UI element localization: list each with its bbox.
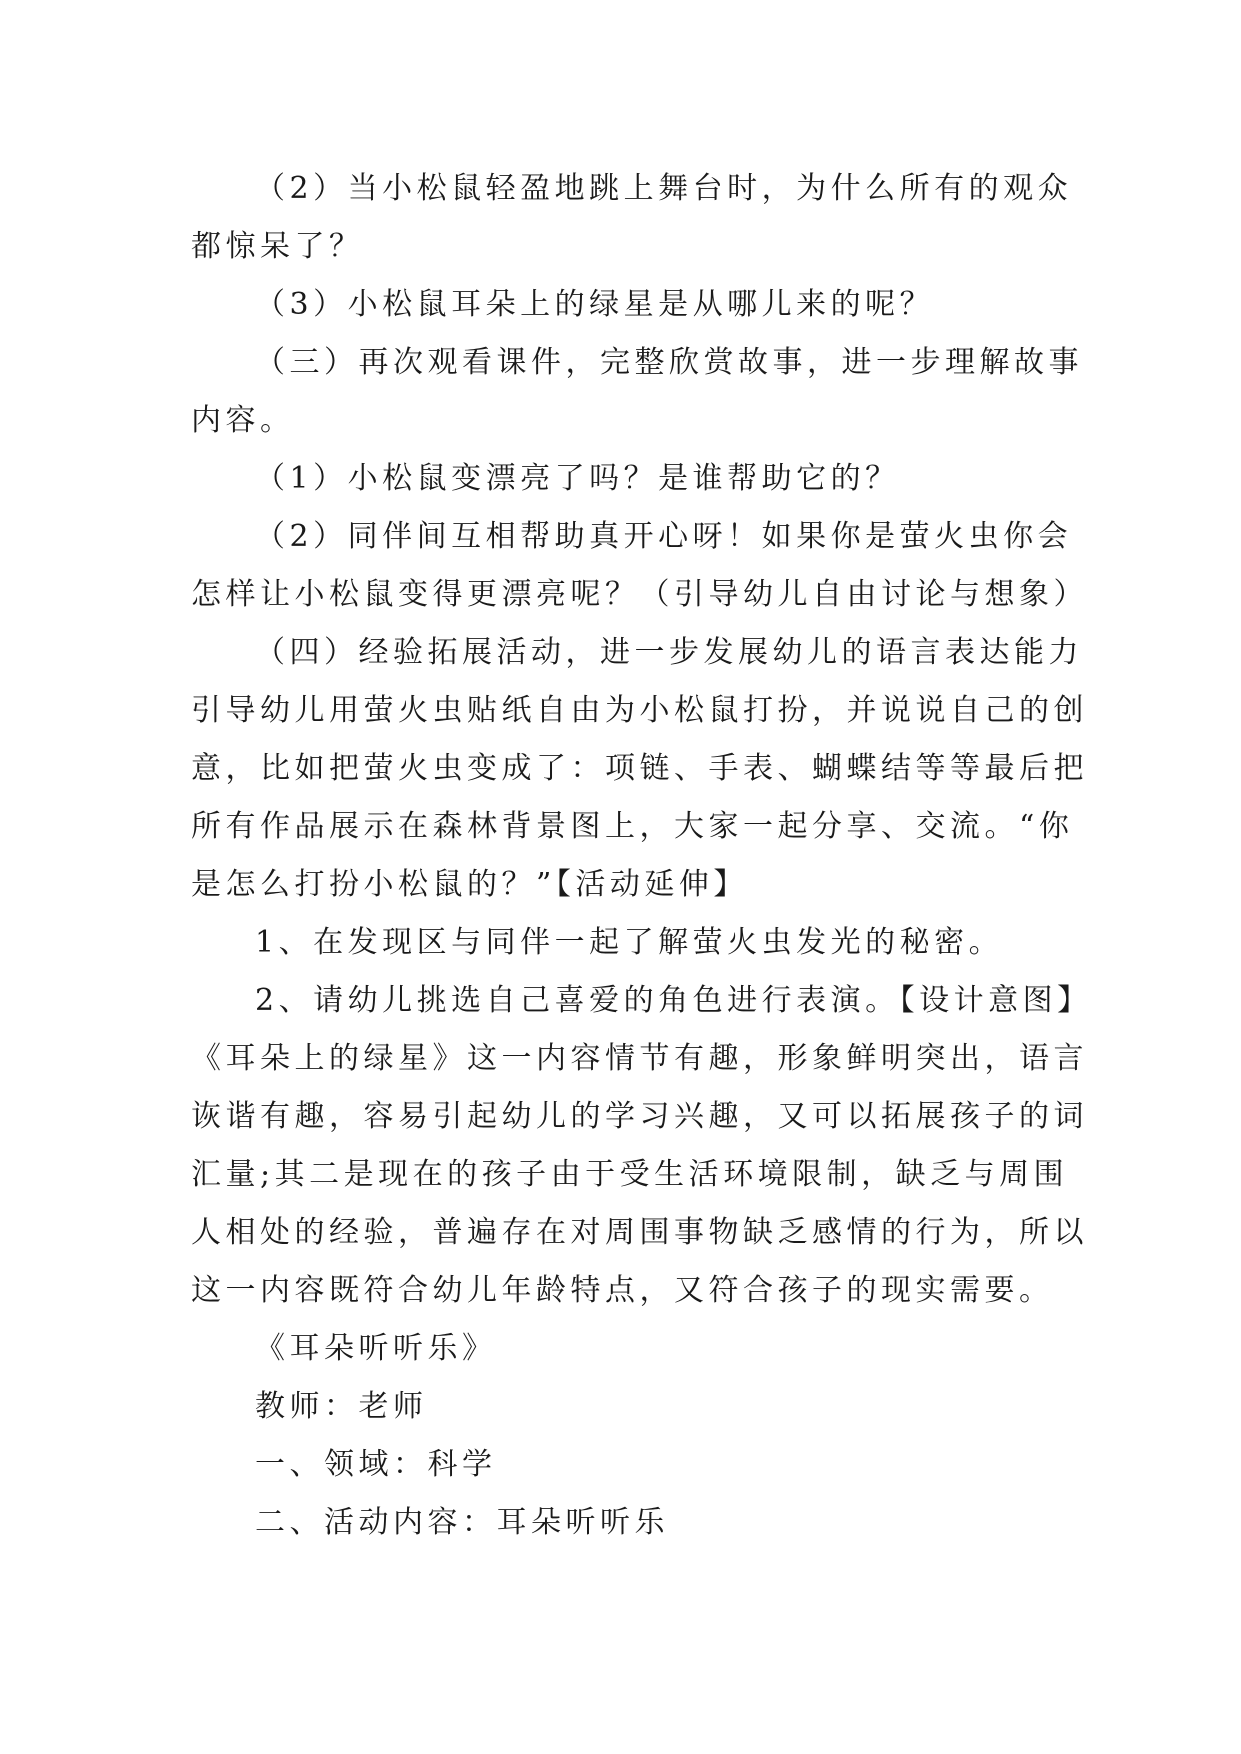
paragraph-line: 所有作品展示在森林背景图上，大家一起分享、交流。“你 (191, 809, 1074, 844)
paragraph-line: 人相处的经验，普遍存在对周围事物缺乏感情的行为，所以 (191, 1215, 1088, 1250)
paragraph-line: （2）同伴间互相帮助真开心呀！如果你是萤火虫你会 (255, 519, 1073, 554)
paragraph-line: 2、请幼儿挑选自己喜爱的角色进行表演。【设计意图】 (255, 983, 1092, 1018)
paragraph-line: 《耳朵上的绿星》这一内容情节有趣，形象鲜明突出，语言 (191, 1041, 1088, 1076)
paragraph-line: 诙谐有趣，容易引起幼儿的学习兴趣，又可以拓展孩子的词 (191, 1099, 1088, 1134)
paragraph-line: 都惊呆了？ (191, 229, 364, 264)
paragraph-line: （3）小松鼠耳朵上的绿星是从哪儿来的呢？ (255, 287, 935, 322)
document-body (191, 160, 1092, 1552)
paragraph-line: 引导幼儿用萤火虫贴纸自由为小松鼠打扮，并说说自己的创 (191, 693, 1088, 728)
paragraph-line: 汇量;其二是现在的孩子由于受生活环境限制，缺乏与周围 (191, 1157, 1069, 1192)
paragraph-line: 意，比如把萤火虫变成了：项链、手表、蝴蝶结等等最后把 (191, 751, 1088, 786)
domain-line: 一、领域：科学 (255, 1447, 497, 1482)
paragraph-line: 内容。 (191, 403, 295, 438)
section-title: 《耳朵听听乐》 (255, 1331, 497, 1366)
paragraph-line: 怎样让小松鼠变得更漂亮呢？（引导幼儿自由讨论与想象） (191, 577, 1088, 612)
paragraph-line: 是怎么打扮小松鼠的？”【活动延伸】 (191, 867, 748, 902)
paragraph-line: 这一内容既符合幼儿年龄特点，又符合孩子的现实需要。 (191, 1273, 1054, 1308)
teacher-line: 教师：老师 (255, 1389, 428, 1424)
paragraph-line: （四）经验拓展活动，进一步发展幼儿的语言表达能力 (255, 635, 1083, 670)
activity-content-line: 二、活动内容：耳朵听听乐 (255, 1505, 669, 1540)
paragraph-line: （1）小松鼠变漂亮了吗？是谁帮助它的？ (255, 461, 900, 496)
paragraph-line: （2）当小松鼠轻盈地跳上舞台时，为什么所有的观众 (255, 171, 1073, 206)
paragraph-line: （三）再次观看课件，完整欣赏故事，进一步理解故事 (255, 345, 1083, 380)
paragraph-line: 1、在发现区与同伴一起了解萤火虫发光的秘密。 (255, 925, 1004, 960)
